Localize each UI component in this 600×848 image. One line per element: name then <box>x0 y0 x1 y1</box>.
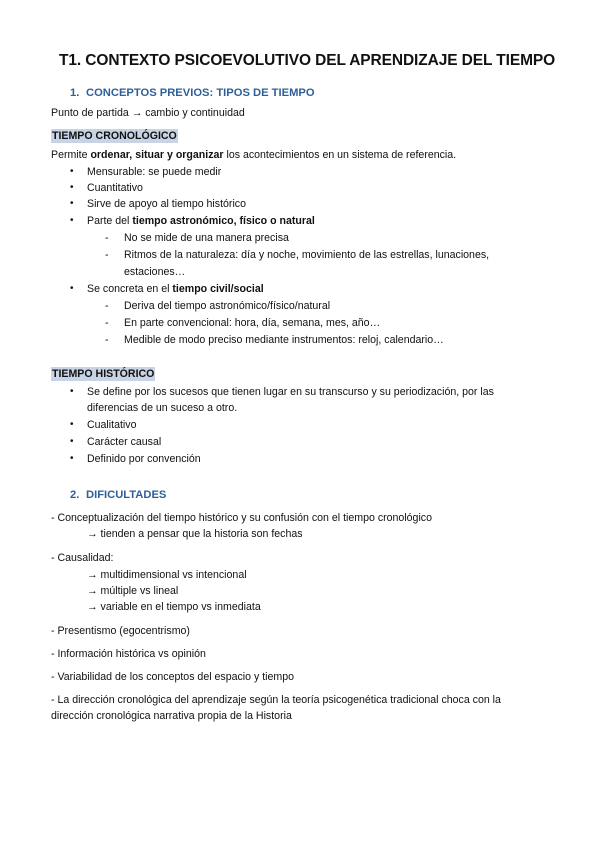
dificultad-2-sub-1: → multidimensional vs intencional <box>87 569 247 581</box>
cronologico-sub-4-2-cont: estaciones… <box>124 266 186 278</box>
section-1-heading: CONCEPTOS PREVIOS: TIPOS DE TIEMPO <box>86 87 315 99</box>
cronologico-bullet-5 <box>87 282 264 296</box>
cronologico-bullet-2: • Cuantitativo <box>87 181 143 195</box>
historico-bullet-2: • Cualitativo <box>87 418 136 432</box>
cronologico-bullet-1: • Mensurable: se puede medir <box>87 165 221 179</box>
cronologico-bullet-4 <box>87 214 315 228</box>
cronologico-intro <box>51 148 456 162</box>
dificultad-2: - Causalidad: <box>51 552 114 564</box>
bullet-4-pre: Parte del <box>87 215 133 227</box>
dificultad-6-cont: dirección cronológica narrativa propia de la Historia <box>51 710 292 722</box>
cronologico-sub-5-2: - En parte convencional: hora, día, semana, mes, año… <box>124 316 380 330</box>
historico-bullet-1-cont: diferencias de un suceso a otro. <box>87 402 238 414</box>
historico-bullet-3: • Carácter causal <box>87 435 161 449</box>
cronologico-sub-4-2: - Ritmos de la naturaleza: día y noche, movimiento de las estrellas, lunaciones, <box>124 248 489 262</box>
section-1-number: 1. <box>70 87 80 99</box>
bullet-5-pre: Se concreta en el <box>87 283 173 295</box>
historico-bullet-1: • Se define por los sucesos que tienen lugar en su transcurso y su periodización, por las <box>87 385 494 399</box>
cronologico-intro-bold: ordenar, situar y organizar <box>90 149 224 161</box>
dificultad-6: - La dirección cronológica del aprendizaje según la teoría psicogenética tradicional choca con la <box>51 694 501 706</box>
historico-bullet-4: • Definido por convención <box>87 452 201 466</box>
bullet-4-bold: tiempo astronómico, físico o natural <box>132 215 315 227</box>
dificultad-4: - Información histórica vs opinión <box>51 648 206 660</box>
dificultad-2-sub-2: → múltiple vs lineal <box>87 585 179 597</box>
section-2-heading: DIFICULTADES <box>86 489 167 501</box>
dificultad-5: - Variabilidad de los conceptos del espacio y tiempo <box>51 671 295 683</box>
dificultad-1-sub: → tienden a pensar que la historia son fechas <box>87 528 303 540</box>
section-1-intro: Punto de partida → cambio y continuidad <box>51 107 245 119</box>
cronologico-intro-pre: Permite <box>51 149 91 161</box>
cronologico-sub-5-3: - Medible de modo preciso mediante instrumentos: reloj, calendario… <box>124 333 444 347</box>
cronologico-sub-4-1: - No se mide de una manera precisa <box>124 231 289 245</box>
cronologico-sub-5-1: - Deriva del tiempo astronómico/físico/natural <box>124 299 330 313</box>
dificultad-3: - Presentismo (egocentrismo) <box>51 625 190 637</box>
cronologico-heading: TIEMPO CRONOLÓGICO <box>52 130 177 142</box>
bullet-5-bold: tiempo civil/social <box>172 283 264 295</box>
cronologico-bullet-3: • Sirve de apoyo al tiempo histórico <box>87 197 246 211</box>
dificultad-2-sub-3: → variable en el tiempo vs inmediata <box>87 601 261 613</box>
page-title: T1. CONTEXTO PSICOEVOLUTIVO DEL APRENDIZAJE DEL TIEMPO <box>59 52 556 69</box>
dificultad-1: - Conceptualización del tiempo histórico y su confusión con el tiempo cronológico <box>51 512 432 524</box>
historico-heading: TIEMPO HISTÓRICO <box>52 368 155 380</box>
section-2-number: 2. <box>70 489 80 501</box>
cronologico-intro-post: los acontecimientos en un sistema de referencia. <box>223 149 457 161</box>
